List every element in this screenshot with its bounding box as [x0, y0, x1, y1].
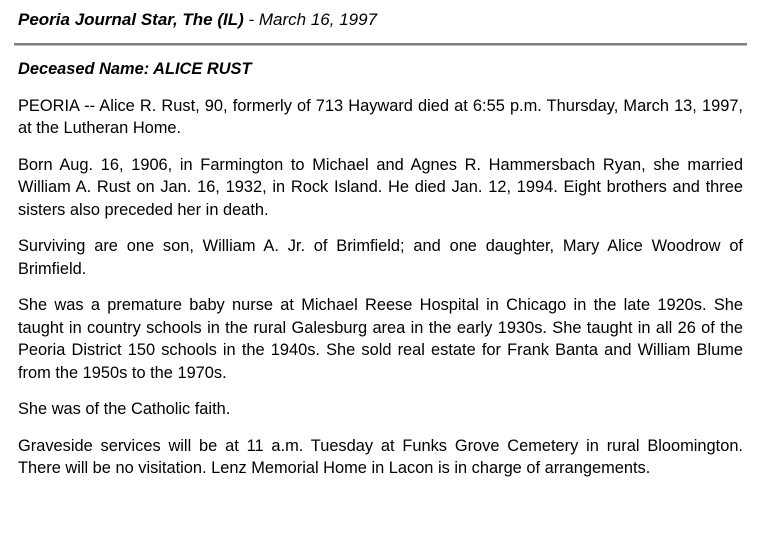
- article-paragraph: PEORIA -- Alice R. Rust, 90, formerly of 713 Hayward died at 6:55 p.m. Thursday, March 13, 1997, at the Lutheran Home.: [18, 96, 743, 137]
- article-paragraph: Graveside services will be at 11 a.m. Tuesday at Funks Grove Cemetery in rural Bloomington. There will be no visitation. Lenz Memorial Home in Lacon is in charge of arrangements.: [18, 436, 743, 477]
- article-paragraph: She was of the Catholic faith.: [18, 400, 231, 418]
- publication-name: Peoria Journal Star, The (IL): [18, 10, 244, 29]
- article-body: [18, 58, 743, 494]
- article-paragraph: Born Aug. 16, 1906, in Farmington to Michael and Agnes R. Hammersbach Ryan, she married William A. Rust on Jan. 16, 1932, in Rock Island. He died Jan. 12, 1994. Eight brothers and three sisters also preceded her in death.: [18, 155, 743, 219]
- header-separator: -: [243, 10, 259, 29]
- article-paragraph: She was a premature baby nurse at Michael Reese Hospital in Chicago in the late 1920s. She taught in country schools in the rural Galesburg area in the early 1930s. She taught in all 26 of the Peoria District 150 schools in the 1940s. She sold real estate for Frank Banta and William Blume from the 1950s to the 1970s.: [18, 296, 743, 382]
- publication-header: [18, 10, 377, 30]
- publication-date: March 16, 1997: [258, 10, 378, 29]
- article-paragraph: Surviving are one son, William A. Jr. of Brimfield; and one daughter, Mary Alice Woodrow of Brimfield.: [18, 237, 743, 278]
- header-divider: [14, 43, 747, 46]
- deceased-name-heading: Deceased Name: ALICE RUST: [18, 60, 252, 78]
